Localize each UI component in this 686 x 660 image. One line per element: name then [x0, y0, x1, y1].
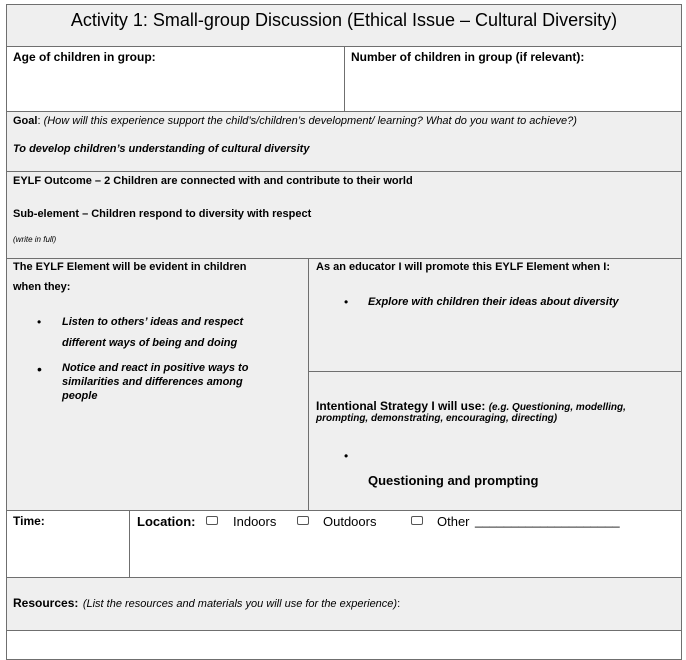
promote-item: Explore with children their ideas about diversity — [368, 296, 619, 308]
promote-cell — [308, 258, 682, 372]
resources-answer-cell[interactable] — [6, 630, 682, 660]
resources-hint: (List the resources and materials you will use for the experience) — [82, 598, 398, 610]
resources-cell — [6, 577, 682, 631]
time-cell — [6, 510, 130, 578]
outdoors-label: Outdoors — [323, 514, 377, 529]
evident-cell — [6, 258, 309, 511]
location-cell — [129, 510, 682, 578]
page-title: Activity 1: Small-group Discussion (Ethical Issue – Cultural Diversity) — [70, 10, 618, 30]
strategy-hint-2: prompting, demonstrating, encouraging, directing) — [316, 413, 558, 424]
goal-hint: (How will this experience support the child’s/children’s development/ learning? What do you want to achieve?) — [43, 115, 577, 127]
goal-answer: To develop children’s understanding of cultural diversity — [13, 143, 310, 155]
number-label: Number of children in group (if relevant): — [351, 50, 585, 64]
strategy-cell — [308, 371, 682, 511]
goal-cell — [6, 111, 682, 172]
evident-heading-1: The EYLF Element will be evident in children — [13, 261, 247, 273]
other-checkbox[interactable] — [411, 516, 423, 525]
outcome-line: EYLF Outcome – 2 Children are connected with and contribute to their world — [13, 175, 413, 187]
outdoors-checkbox[interactable] — [297, 516, 309, 525]
goal-colon: : — [37, 115, 41, 127]
age-label: Age of children in group: — [13, 50, 156, 64]
evident-item-1-line1: Listen to others’ ideas and respect — [62, 316, 244, 328]
outcome-cell — [6, 171, 682, 259]
bullet-icon: • — [37, 315, 42, 329]
goal-label: Goal — [13, 115, 38, 127]
other-write-line[interactable]: ____________________ — [475, 513, 620, 528]
bullet-icon: • — [344, 295, 349, 309]
resources-label: Resources: — [13, 596, 79, 610]
promote-heading: As an educator I will promote this EYLF Element when I: — [316, 261, 610, 273]
other-label: Other — [437, 514, 470, 529]
indoors-checkbox[interactable] — [206, 516, 218, 525]
goal-line — [13, 115, 577, 127]
time-label: Time: — [13, 514, 45, 528]
evident-item-2-line3: people — [62, 390, 98, 402]
number-cell — [344, 46, 682, 112]
evident-item-2-line2: similarities and differences among — [62, 376, 243, 388]
title-row — [6, 4, 682, 47]
evident-item-1-line2: different ways of being and doing — [62, 337, 238, 349]
resources-line — [13, 594, 400, 612]
resources-colon: : — [397, 598, 401, 610]
location-label: Location: — [137, 514, 196, 529]
indoors-label: Indoors — [233, 514, 277, 529]
strategy-heading: Intentional Strategy I will use: — [316, 399, 489, 413]
evident-item-2-line1: Notice and react in positive ways to — [62, 362, 249, 374]
write-in-full-note: (write in full) — [13, 235, 57, 244]
bullet-icon: • — [37, 361, 42, 377]
evident-heading-2: when they: — [13, 281, 71, 293]
bullet-icon: • — [344, 449, 349, 463]
strategy-hint-1: (e.g. Questioning, modelling, — [488, 402, 626, 413]
age-cell — [6, 46, 345, 112]
sub-element-line: Sub-element – Children respond to diversity with respect — [13, 208, 312, 220]
strategy-answer: Questioning and prompting — [368, 473, 539, 488]
